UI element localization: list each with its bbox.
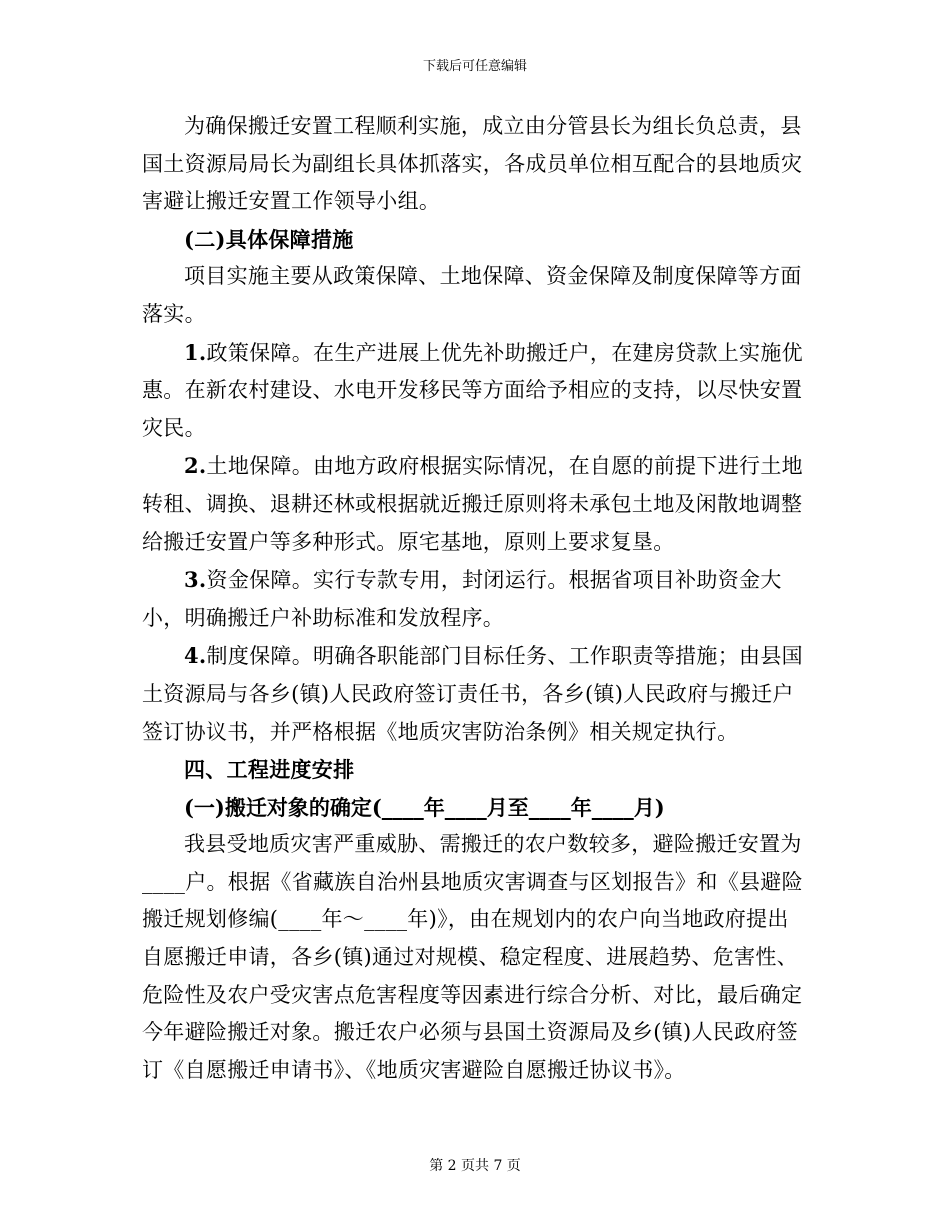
list-item <box>142 637 808 751</box>
page-header: 下载后可任意编辑 <box>422 59 527 74</box>
list-text: 土地保障。由地方政府根据实际情况，在自愿的前提下进行土地转租、调换、退耕还林或根据就近搬迁原则将未承包土地及闲散地调整给搬迁安置户等多种形式。原宅基地，原则上要求复垦。 <box>142 454 803 554</box>
list-number: 1. <box>184 339 207 365</box>
list-item <box>142 447 808 561</box>
paragraph: 我县受地质灾害严重威胁、需搬迁的农户数较多，避险搬迁安置为____户。根据《省藏族自治州县地质灾害调查与区划报告》和《县避险搬迁规划修编(____年～____年)》，由在规划内的农户向当地政府提出自愿搬迁申请，各乡(镇)通过对规模、稳定程度、进展趋势、危害性、危险性及农户受灾害点危害程度等因素进行综合分析、对比，最后确定今年避险搬迁对象。搬迁农户必须与县国土资源局及乡(镇)人民政府签订《自愿搬迁申请书》、《地质灾害避险自愿搬迁协议书》。 <box>142 832 803 1082</box>
list-text: 政策保障。在生产进展上优先补助搬迁户，在建房贷款上实施优惠。在新农村建设、水电开发移民等方面给予相应的支持，以尽快安置灾民。 <box>142 340 803 440</box>
paragraph: 项目实施主要从政策保障、土地保障、资金保障及制度保障等方面落实。 <box>142 264 802 326</box>
list-number: 3. <box>184 567 207 593</box>
document-body <box>142 108 808 1089</box>
list-item <box>142 561 808 637</box>
paragraph: 为确保搬迁安置工程顺利实施，成立由分管县长为组长负总责，县国土资源局局长为副组长具体抓落实，各成员单位相互配合的县地质灾害避让搬迁安置工作领导小组。 <box>142 114 803 214</box>
section-heading: (二)具体保障措施 <box>184 226 354 252</box>
page-footer: 第 2 页共 7 页 <box>429 1158 521 1174</box>
section-heading: 四、工程进度安排 <box>184 757 355 783</box>
list-item <box>142 334 808 448</box>
list-number: 4. <box>184 643 207 669</box>
list-text: 制度保障。明确各职能部门目标任务、工作职责等措施；由县国土资源局与各乡(镇)人民政府签订责任书，各乡(镇)人民政府与搬迁户签订协议书，并严格根据《地质灾害防治条例》相关规定执行。 <box>142 644 803 744</box>
list-number: 2. <box>184 453 207 479</box>
subsection-heading: (一)搬迁对象的确定(____年____月至____年____月) <box>184 794 665 820</box>
list-text: 资金保障。实行专款专用，封闭运行。根据省项目补助资金大小，明确搬迁户补助标准和发放程序。 <box>142 568 782 630</box>
